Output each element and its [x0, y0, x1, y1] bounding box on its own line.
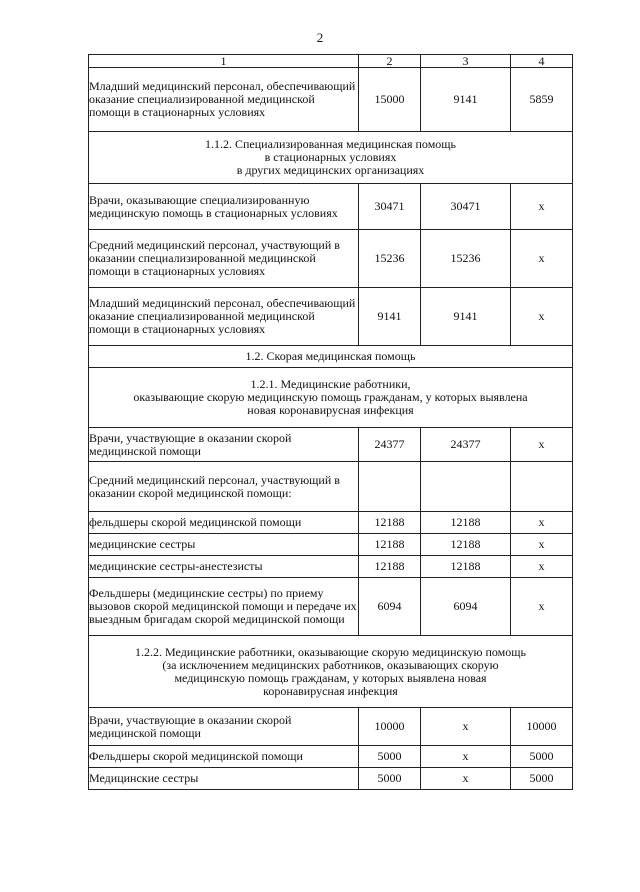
value-col-3 [421, 462, 511, 512]
row-label: Средний медицинский персонал, участвующий в оказании специализированной медицинской помощи в стационарных условиях [89, 230, 359, 288]
value-col-3: 15236 [421, 230, 511, 288]
table-row [89, 578, 573, 636]
row-label: медицинские сестры [89, 534, 359, 556]
table-row [89, 230, 573, 288]
table-body [89, 55, 573, 790]
value-col-4: 5000 [511, 768, 573, 790]
value-col-2: 6094 [359, 578, 421, 636]
header-col-4: 4 [511, 55, 573, 68]
table-row [89, 708, 573, 746]
value-col-3: 9141 [421, 68, 511, 132]
section-row [89, 636, 573, 708]
table-header-row [89, 55, 573, 68]
table-row [89, 534, 573, 556]
value-col-4: 10000 [511, 708, 573, 746]
value-col-4: x [511, 534, 573, 556]
value-col-4: x [511, 578, 573, 636]
page-number: 2 [316, 30, 324, 45]
value-col-3: x [421, 768, 511, 790]
table-row [89, 556, 573, 578]
section-title: 1.2. Скорая медицинская помощь [89, 346, 573, 368]
header-col-1: 1 [89, 55, 359, 68]
payments-table [88, 54, 573, 790]
table-row [89, 68, 573, 132]
value-col-4: 5859 [511, 68, 573, 132]
value-col-4: x [511, 556, 573, 578]
section-row [89, 132, 573, 184]
section-row [89, 368, 573, 428]
value-col-3: 30471 [421, 184, 511, 230]
value-col-2 [359, 462, 421, 512]
table-row [89, 184, 573, 230]
row-label: Врачи, оказывающие специализированную медицинскую помощь в стационарных условиях [89, 184, 359, 230]
value-col-3: x [421, 746, 511, 768]
row-label: фельдшеры скорой медицинской помощи [89, 512, 359, 534]
section-row [89, 346, 573, 368]
section-title: 1.2.1. Медицинские работники, оказывающие скорую медицинскую помощь гражданам, у которых выявлена новая коронавирусная инфекция [89, 368, 573, 428]
value-col-2: 12188 [359, 512, 421, 534]
row-label: медицинские сестры-анестезисты [89, 556, 359, 578]
row-label: Младший медицинский персонал, обеспечивающий оказание специализированной медицинской помощи в стационарных условиях [89, 288, 359, 346]
value-col-2: 12188 [359, 556, 421, 578]
row-label: Врачи, участвующие в оказании скорой медицинской помощи [89, 428, 359, 462]
table-row [89, 288, 573, 346]
value-col-2: 5000 [359, 768, 421, 790]
table-row [89, 462, 573, 512]
value-col-2: 15000 [359, 68, 421, 132]
section-title: 1.1.2. Специализированная медицинская помощь в стационарных условиях в других медицинских организациях [89, 132, 573, 184]
table-row [89, 428, 573, 462]
value-col-2: 5000 [359, 746, 421, 768]
header-col-2: 2 [359, 55, 421, 68]
value-col-4: x [511, 288, 573, 346]
value-col-2: 24377 [359, 428, 421, 462]
value-col-2: 15236 [359, 230, 421, 288]
row-label: Медицинские сестры [89, 768, 359, 790]
value-col-4: 5000 [511, 746, 573, 768]
value-col-4 [511, 462, 573, 512]
table-row [89, 768, 573, 790]
row-label: Фельдшеры (медицинские сестры) по приему вызовов скорой медицинской помощи и передаче их выездным бригадам скорой медицинской помощи [89, 578, 359, 636]
header-col-3: 3 [421, 55, 511, 68]
value-col-3: 9141 [421, 288, 511, 346]
value-col-3: 24377 [421, 428, 511, 462]
value-col-4: x [511, 184, 573, 230]
table-row [89, 512, 573, 534]
value-col-3: 12188 [421, 512, 511, 534]
row-label: Фельдшеры скорой медицинской помощи [89, 746, 359, 768]
row-label: Врачи, участвующие в оказании скорой медицинской помощи [89, 708, 359, 746]
value-col-4: x [511, 230, 573, 288]
value-col-3: 6094 [421, 578, 511, 636]
value-col-2: 10000 [359, 708, 421, 746]
value-col-3: x [421, 708, 511, 746]
value-col-3: 12188 [421, 556, 511, 578]
value-col-2: 9141 [359, 288, 421, 346]
row-label: Средний медицинский персонал, участвующий в оказании скорой медицинской помощи: [89, 462, 359, 512]
value-col-2: 30471 [359, 184, 421, 230]
row-label: Младший медицинский персонал, обеспечивающий оказание специализированной медицинской помощи в стационарных условиях [89, 68, 359, 132]
value-col-4: x [511, 428, 573, 462]
value-col-4: x [511, 512, 573, 534]
section-title: 1.2.2. Медицинские работники, оказывающие скорую медицинскую помощь (за исключением медицинских работников, оказывающих скорую медицинскую помощь гражданам, у которых выявлена новая коронавирусная инфекция [89, 636, 573, 708]
value-col-3: 12188 [421, 534, 511, 556]
table-row [89, 746, 573, 768]
value-col-2: 12188 [359, 534, 421, 556]
